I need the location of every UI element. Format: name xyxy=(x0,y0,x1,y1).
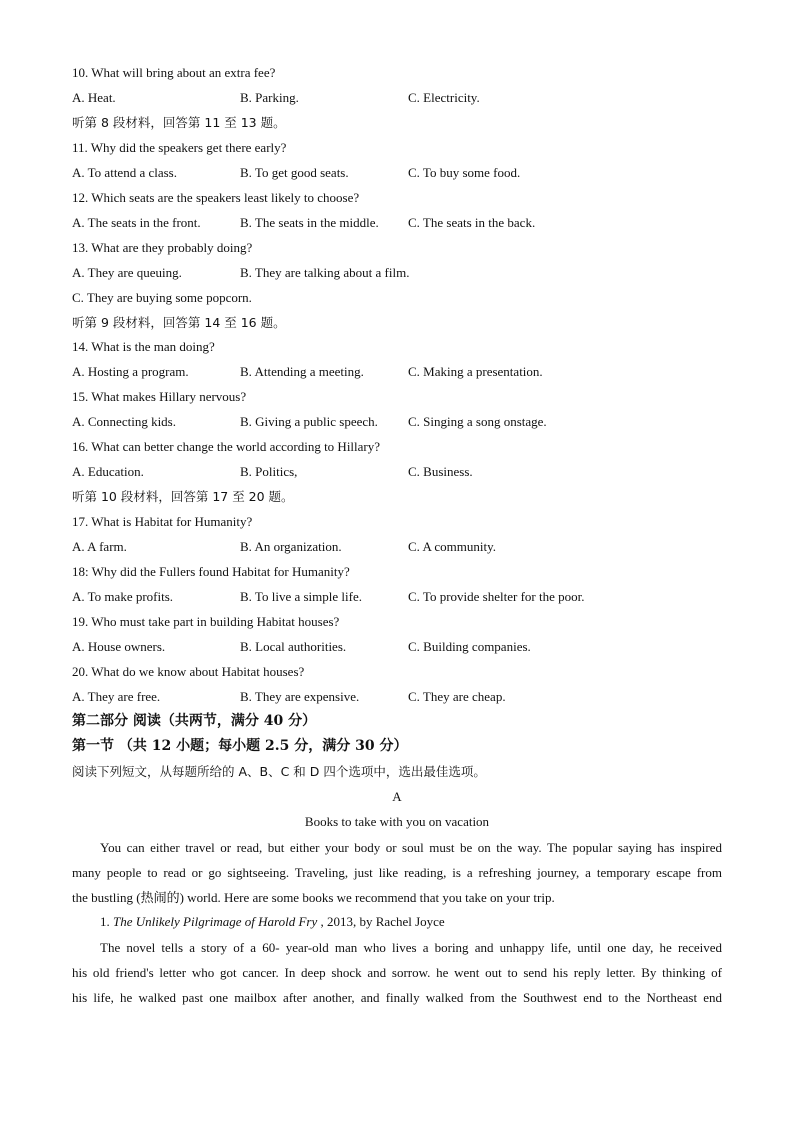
intro-line-1: You can either travel or read, but either your body or soul must be on the way. The popular saying has inspired xyxy=(100,840,722,855)
option-b: B. Politics, xyxy=(240,464,298,479)
book-number: 1. xyxy=(100,914,113,929)
book-entry-1 xyxy=(100,914,445,930)
passage-title: Books to take with you on vacation xyxy=(304,814,490,829)
option-a: A. The seats in the front. xyxy=(72,215,201,230)
question-text: 18: Why did the Fullers found Habitat for Humanity? xyxy=(72,564,350,579)
question-text: 13. What are they probably doing? xyxy=(72,240,253,255)
section-heading-reading: 第二部分 阅读（共两节，满分 40 分） xyxy=(72,713,317,729)
option-c: C. A community. xyxy=(408,539,496,554)
question-text: 12. Which seats are the speakers least likely to choose? xyxy=(72,190,360,205)
question-text: 10. What will bring about an extra fee? xyxy=(72,65,276,80)
option-a: A. Connecting kids. xyxy=(72,414,176,429)
intro-line-3: the bustling (热闹的) world. Here are some books we recommend that you take on your trip. xyxy=(72,890,555,905)
question-text: 14. What is the man doing? xyxy=(72,339,215,354)
intro-line-2: many people to read or go sightseeing. Traveling, just like reading, is a refreshing journey, a temporary escape from xyxy=(72,865,722,880)
option-b: B. They are talking about a film. xyxy=(240,265,410,280)
question-text: 15. What makes Hillary nervous? xyxy=(72,389,247,404)
option-c: C. To buy some food. xyxy=(408,165,521,180)
option-c: C. Electricity. xyxy=(408,90,480,105)
option-c: C. They are cheap. xyxy=(408,689,506,704)
option-a: A. They are queuing. xyxy=(72,265,182,280)
option-b: B. Attending a meeting. xyxy=(240,364,364,379)
book-desc-line-1: The novel tells a story of a 60- year-old man who lives a boring and unhappy life, until one day, he received xyxy=(100,940,722,955)
option-b: B. To get good seats. xyxy=(240,165,349,180)
option-b: B. The seats in the middle. xyxy=(240,215,379,230)
question-text: C. They are buying some popcorn. xyxy=(72,290,252,305)
option-b: B. An organization. xyxy=(240,539,342,554)
option-a: A. To make profits. xyxy=(72,589,174,604)
book-title: The Unlikely Pilgrimage of Harold Fry xyxy=(113,914,318,929)
option-b: B. They are expensive. xyxy=(240,689,360,704)
reading-instruction: 阅读下列短文，从每题所给的 A、B、C 和 D 四个选项中，选出最佳选项。 xyxy=(72,764,486,779)
question-text: 17. What is Habitat for Humanity? xyxy=(72,514,253,529)
option-c: C. To provide shelter for the poor. xyxy=(408,589,585,604)
question-text: 19. Who must take part in building Habitat houses? xyxy=(72,614,340,629)
option-b: B. To live a simple life. xyxy=(240,589,362,604)
passage-letter: A xyxy=(392,789,402,804)
question-text: 20. What do we know about Habitat houses? xyxy=(72,664,305,679)
listening-instruction: 听第 10 段材料，回答第 17 至 20 题。 xyxy=(72,489,294,504)
option-a: A. They are free. xyxy=(72,689,161,704)
listening-instruction: 听第 9 段材料，回答第 14 至 16 题。 xyxy=(72,315,286,330)
option-c: C. Business. xyxy=(408,464,473,479)
question-text: 16. What can better change the world according to Hillary? xyxy=(72,439,381,454)
book-desc-line-3: his life, he walked past one mailbox after another, and finally walked from the Southwest end to the Northeast end xyxy=(72,990,722,1005)
option-b: B. Giving a public speech. xyxy=(240,414,378,429)
option-a: A. Heat. xyxy=(72,90,116,105)
book-desc-line-2: his old friend's letter who got cancer. In deep shock and sorrow. he went out to send his reply letter. By thinking of xyxy=(72,965,722,980)
option-c: C. Building companies. xyxy=(408,639,531,654)
listening-instruction: 听第 8 段材料，回答第 11 至 13 题。 xyxy=(72,115,286,130)
option-a: A. Education. xyxy=(72,464,144,479)
option-c: C. Singing a song onstage. xyxy=(408,414,547,429)
book-info: , 2013, by Rachel Joyce xyxy=(317,914,445,929)
subsection-heading: 第一节 （共 12 小题；每小题 2.5 分，满分 30 分） xyxy=(72,738,408,754)
option-b: B. Local authorities. xyxy=(240,639,347,654)
option-a: A. Hosting a program. xyxy=(72,364,189,379)
question-text: 11. Why did the speakers get there early? xyxy=(72,140,287,155)
option-b: B. Parking. xyxy=(240,90,299,105)
option-a: A. To attend a class. xyxy=(72,165,177,180)
option-a: A. House owners. xyxy=(72,639,166,654)
option-a: A. A farm. xyxy=(72,539,127,554)
option-c: C. The seats in the back. xyxy=(408,215,536,230)
option-c: C. Making a presentation. xyxy=(408,364,543,379)
